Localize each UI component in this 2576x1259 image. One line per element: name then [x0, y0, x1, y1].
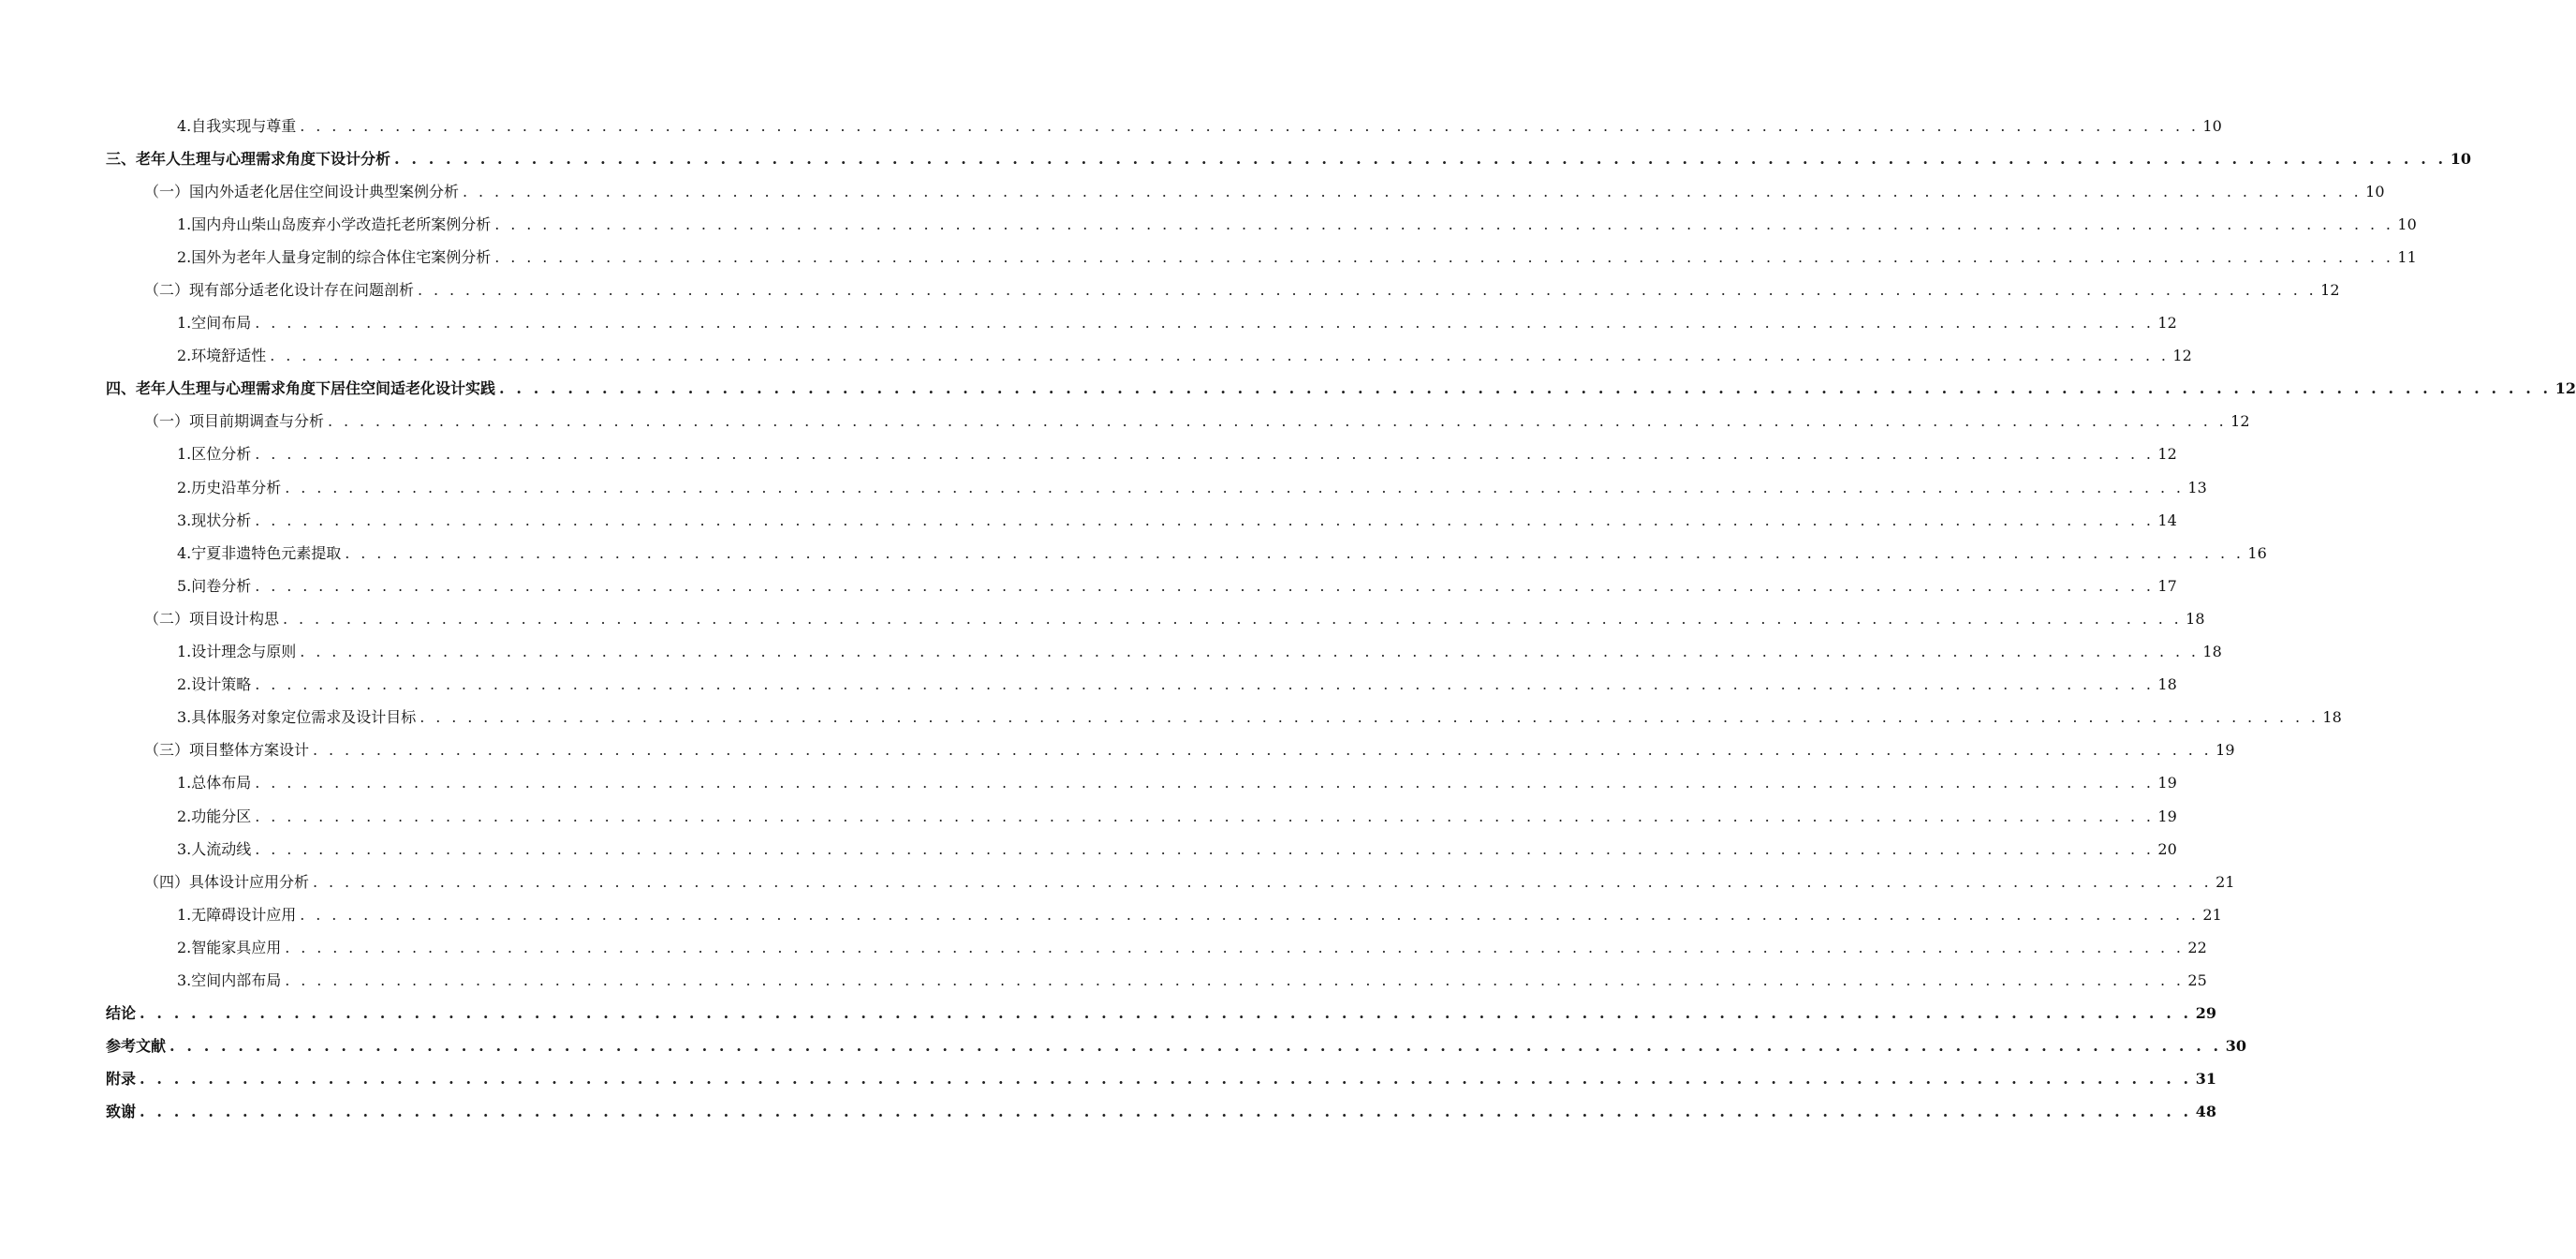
toc-entry[interactable]	[0, 438, 2177, 471]
toc-entry-title: （二）现有部分适老化设计存在问题剖析	[144, 281, 418, 300]
toc-entry[interactable]	[0, 1063, 2216, 1096]
toc-entry-line	[177, 347, 2192, 365]
toc-entry-line	[177, 708, 2342, 727]
toc-entry-line	[177, 445, 2177, 464]
dot-leader: . . . . . . . . . . . . . . . . . . . . . . . . . . . . . . . . . . . . . . . . . . . . . . . . . . . . . . . . . . . . . . . . . . . . . . . . . . . . . . . . . . . . . . . . . . . . . . . . . . . . . . . . . . . . . . . . . . . . . . . .	[255, 839, 2155, 858]
toc-entry-line	[177, 116, 2222, 136]
toc-entry[interactable]	[0, 800, 2177, 833]
toc-entry-page-number: 12	[2157, 314, 2177, 333]
dot-leader: . . . . . . . . . . . . . . . . . . . . . . . . . . . . . . . . . . . . . . . . . . . . . . . . . . . . . . . . . . . . . . . . . . . . . . . . . . . . . . . . . . . . . . . . . . . . . . . . . . . . . . . . . . . . . . . . . . . . . . . .	[255, 511, 2155, 529]
toc-entry-title: 致谢	[106, 1103, 140, 1121]
toc-entry-title: 3.具体服务对象定位需求及设计目标	[177, 708, 420, 727]
toc-entry-title: 5.问卷分析	[177, 577, 255, 596]
toc-entry-title: 四、老年人生理与心理需求角度下居住空间适老化设计实践	[106, 379, 499, 398]
toc-entry-title: 附录	[106, 1070, 140, 1089]
toc-entry-title: （二）项目设计构思	[144, 610, 283, 629]
toc-entry-title: 2.设计策略	[177, 675, 255, 694]
toc-entry-title: 1.设计理念与原则	[177, 643, 300, 661]
toc-entry[interactable]	[0, 504, 2177, 537]
toc-entry[interactable]	[0, 1030, 2246, 1063]
toc-entry-line	[177, 576, 2177, 596]
toc-entry-line	[177, 938, 2207, 957]
toc-entry-page-number: 22	[2187, 938, 2207, 956]
toc-entry[interactable]	[0, 702, 2342, 734]
toc-entry-title: （四）具体设计应用分析	[144, 873, 313, 892]
toc-entry[interactable]	[0, 307, 2177, 340]
toc-entry-title: 结论	[106, 1004, 140, 1023]
toc-entry[interactable]	[0, 833, 2177, 866]
dot-leader: . . . . . . . . . . . . . . . . . . . . . . . . . . . . . . . . . . . . . . . . . . . . . . . . . . . . . . . . . . . . . . . . . . . . . . . . . . . . . . . . . . . . . . . . . . . . . . . . . . . . . . . . . . . . . . . . . . . . . . . .	[313, 741, 2213, 760]
toc-entry-page-number: 18	[2202, 643, 2222, 661]
toc-entry-page-number: 18	[2322, 708, 2342, 727]
toc-entry-title: 2.智能家具应用	[177, 939, 285, 957]
toc-entry[interactable]	[0, 669, 2177, 702]
toc-entry[interactable]	[0, 734, 2235, 767]
dot-leader: . . . . . . . . . . . . . . . . . . . . . . . . . . . . . . . . . . . . . . . . . . . . . . . . . . . . . . . . . . . . . . . . . . . . . . . . . . . . . . . . . . . . . . . . . . . . . . . . . . . . . . . . . . . . . . . . . . . . . . . .	[313, 872, 2213, 891]
toc-entry-line	[144, 412, 2250, 431]
toc-entry-page-number: 31	[2195, 1070, 2216, 1089]
toc-entry[interactable]	[0, 767, 2177, 800]
toc-entry-page-number: 16	[2247, 543, 2267, 562]
dot-leader: . . . . . . . . . . . . . . . . . . . . . . . . . . . . . . . . . . . . . . . . . . . . . . . . . . . . . . . . . . . . . . . . . . . . . . . . . . . . . . . . . . . . . . . . . . . . . . . . . . . . . . . . . . . . . . . . . . . . . . . .	[418, 281, 2318, 300]
dot-leader: . . . . . . . . . . . . . . . . . . . . . . . . . . . . . . . . . . . . . . . . . . . . . . . . . . . . . . . . . . . . . . . . . . . . . . . . . . . . . . . . . . . . . . . . . . . . . . . . . . . . . . . . . . . . . . . . . . . . . . . .	[328, 412, 2228, 431]
toc-entry-line	[144, 872, 2235, 892]
toc-entry-page-number: 21	[2202, 905, 2222, 924]
toc-entry[interactable]	[0, 964, 2207, 997]
toc-entry-line	[177, 215, 2417, 234]
dot-leader: . . . . . . . . . . . . . . . . . . . . . . . . . . . . . . . . . . . . . . . . . . . . . . . . . . . . . . . . . . . . . . . . . . . . . . . . . . . . . . . . . . . . . . . . . . . . . . . . . . . . . . . . . . . . . . . . . . . . . . . .	[300, 116, 2200, 135]
toc-entry-page-number: 29	[2195, 1004, 2216, 1023]
toc-entry-line	[106, 1070, 2216, 1089]
toc-entry-line	[177, 643, 2222, 661]
toc-entry-title: 1.区位分析	[177, 445, 255, 464]
toc-entry-page-number: 25	[2187, 970, 2207, 989]
toc-entry[interactable]	[0, 241, 2417, 274]
toc-entry-line	[177, 511, 2177, 530]
toc-entry-page-number: 19	[2215, 741, 2235, 760]
dot-leader: . . . . . . . . . . . . . . . . . . . . . . . . . . . . . . . . . . . . . . . . . . . . . . . . . . . . . . . . . . . . . . . . . . . . . . . . . . . . . . . . . . . . . . . . . . . . . . . . . . . . . . . . . . . . . . . . . . . . . . . .	[255, 314, 2155, 333]
toc-entry-page-number: 13	[2187, 478, 2207, 496]
toc-entry-title: 1.无障碍设计应用	[177, 906, 300, 925]
toc-entry-page-number: 19	[2157, 774, 2177, 792]
dot-leader: . . . . . . . . . . . . . . . . . . . . . . . . . . . . . . . . . . . . . . . . . . . . . . . . . . . . . . . . . . . . . . . . . . . . . . . . . . . . . . . . . . . . . . . . . . . . . . . . . . . . . . . . . . . . . . . . . . . . . . . .	[285, 970, 2185, 989]
toc-entry-title: 1.空间布局	[177, 314, 255, 333]
toc-entry[interactable]	[0, 208, 2417, 241]
toc-entry[interactable]	[0, 175, 2385, 208]
dot-leader: . . . . . . . . . . . . . . . . . . . . . . . . . . . . . . . . . . . . . . . . . . . . . . . . . . . . . . . . . . . . . . . . . . . . . . . . . . . . . . . . . . . . . . . . . . . . . . . . . . . . . . . . . . . . . . . . . . . . . . . .	[140, 1004, 2192, 1023]
toc-entry[interactable]	[0, 931, 2207, 964]
toc-entry-title: 1.总体布局	[177, 774, 255, 792]
dot-leader: . . . . . . . . . . . . . . . . . . . . . . . . . . . . . . . . . . . . . . . . . . . . . . . . . . . . . . . . . . . . . . . . . . . . . . . . . . . . . . . . . . . . . . . . . . . . . . . . . . . . . . . . . . . . . . . . . . . . . . . .	[285, 478, 2185, 496]
dot-leader: . . . . . . . . . . . . . . . . . . . . . . . . . . . . . . . . . . . . . . . . . . . . . . . . . . . . . . . . . . . . . . . . . . . . . . . . . . . . . . . . . . . . . . . . . . . . . . . . . . . . . . . . . . . . . . . . . . . . . . . .	[255, 675, 2155, 694]
toc-entry-page-number: 10	[2397, 215, 2417, 233]
toc-entry-title: 参考文献	[106, 1037, 169, 1056]
dot-leader: . . . . . . . . . . . . . . . . . . . . . . . . . . . . . . . . . . . . . . . . . . . . . . . . . . . . . . . . . . . . . . . . . . . . . . . . . . . . . . . . . . . . . . . . . . . . . . . . . . . . . . . . . . . . . . . . . . . . . . . .	[345, 543, 2245, 562]
dot-leader: . . . . . . . . . . . . . . . . . . . . . . . . . . . . . . . . . . . . . . . . . . . . . . . . . . . . . . . . . . . . . . . . . . . . . . . . . . . . . . . . . . . . . . . . . . . . . . . . . . . . . . . . . . . . . . . . . . . . . . . .	[300, 905, 2200, 924]
toc-entry[interactable]	[0, 898, 2222, 931]
toc-entry-page-number: 10	[2365, 182, 2385, 200]
toc-entry-page-number: 30	[2225, 1037, 2246, 1056]
toc-entry-line	[177, 807, 2177, 826]
toc-entry-line	[106, 1037, 2246, 1056]
toc-entry-line	[177, 478, 2207, 497]
toc-entry-title: 2.国外为老年人量身定制的综合体住宅案例分析	[177, 248, 494, 267]
toc-entry-page-number: 10	[2202, 116, 2222, 135]
toc-entry[interactable]	[0, 570, 2177, 602]
toc-entry-line	[106, 149, 2471, 169]
toc-entry[interactable]	[0, 274, 2340, 306]
toc-entry[interactable]	[0, 110, 2222, 142]
dot-leader: . . . . . . . . . . . . . . . . . . . . . . . . . . . . . . . . . . . . . . . . . . . . . . . . . . . . . . . . . . . . . . . . . . . . . . . . . . . . . . . . . . . . . . . . . . . . . . . . . . . . . . . . . . . . . . . . . . . . . . . .	[463, 182, 2363, 200]
dot-leader: . . . . . . . . . . . . . . . . . . . . . . . . . . . . . . . . . . . . . . . . . . . . . . . . . . . . . . . . . . . . . . . . . . . . . . . . . . . . . . . . . . . . . . . . . . . . . . . . . . . . . . . . . . . . . . . . . . . . . . . .	[255, 576, 2155, 595]
toc-entry[interactable]	[0, 471, 2207, 504]
toc-entry-line	[144, 609, 2205, 629]
toc-entry-line	[106, 1103, 2216, 1121]
toc-entry[interactable]	[0, 602, 2205, 635]
dot-leader: . . . . . . . . . . . . . . . . . . . . . . . . . . . . . . . . . . . . . . . . . . . . . . . . . . . . . . . . . . . . . . . . . . . . . . . . . . . . . . . . . . . . . . . . . . . . . . . . . . . . . . . . . . . . . . . . . . . . . . . .	[283, 609, 2183, 628]
toc-entry-line	[177, 970, 2207, 990]
toc-entry-page-number: 12	[2230, 412, 2250, 431]
dot-leader: . . . . . . . . . . . . . . . . . . . . . . . . . . . . . . . . . . . . . . . . . . . . . . . . . . . . . . . . . . . . . . . . . . . . . . . . . . . . . . . . . . . . . . . . . . . . . . . . . . . . . . . . . . . . . . . . . . . . . . . .	[140, 1103, 2192, 1121]
dot-leader: . . . . . . . . . . . . . . . . . . . . . . . . . . . . . . . . . . . . . . . . . . . . . . . . . . . . . . . . . . . . . . . . . . . . . . . . . . . . . . . . . . . . . . . . . . . . . . . . . . . . . . . . . . . . . . . . . . . . . . . .	[494, 215, 2394, 233]
dot-leader: . . . . . . . . . . . . . . . . . . . . . . . . . . . . . . . . . . . . . . . . . . . . . . . . . . . . . . . . . . . . . . . . . . . . . . . . . . . . . . . . . . . . . . . . . . . . . . . . . . . . . . . . . . . . . . . . . . . . . . . .	[140, 1070, 2192, 1089]
toc-entry[interactable]	[0, 866, 2235, 898]
toc-entry-title: 3.人流动线	[177, 840, 255, 859]
toc-entry-page-number: 18	[2157, 675, 2177, 694]
toc-entry-page-number: 21	[2215, 872, 2235, 891]
toc-entry[interactable]	[0, 998, 2216, 1030]
toc-entry-page-number: 12	[2157, 445, 2177, 464]
toc-entry-page-number: 19	[2157, 807, 2177, 825]
dot-leader: . . . . . . . . . . . . . . . . . . . . . . . . . . . . . . . . . . . . . . . . . . . . . . . . . . . . . . . . . . . . . . . . . . . . . . . . . . . . . . . . . . . . . . . . . . . . . . . . . . . . . . . . . . . . . . . . . . . . . . . .	[394, 149, 2447, 168]
toc-entry-title: 2.环境舒适性	[177, 347, 270, 365]
toc-entry-line	[106, 379, 2576, 398]
toc-entry-page-number: 48	[2195, 1103, 2216, 1121]
toc-entry-title: 3.现状分析	[177, 511, 255, 530]
toc-entry-line	[144, 182, 2385, 201]
toc-entry-title: 2.功能分区	[177, 807, 255, 826]
toc-entry-page-number: 18	[2186, 609, 2205, 628]
dot-leader: . . . . . . . . . . . . . . . . . . . . . . . . . . . . . . . . . . . . . . . . . . . . . . . . . . . . . . . . . . . . . . . . . . . . . . . . . . . . . . . . . . . . . . . . . . . . . . . . . . . . . . . . . . . . . . . . . . . . . . . .	[255, 807, 2155, 825]
dot-leader: . . . . . . . . . . . . . . . . . . . . . . . . . . . . . . . . . . . . . . . . . . . . . . . . . . . . . . . . . . . . . . . . . . . . . . . . . . . . . . . . . . . . . . . . . . . . . . . . . . . . . . . . . . . . . . . . . . . . . . . .	[255, 774, 2155, 792]
toc-entry-line	[177, 675, 2177, 694]
toc-entry-page-number: 11	[2397, 247, 2417, 266]
toc-entry-title: （一）国内外适老化居住空间设计典型案例分析	[144, 183, 463, 201]
toc-entry[interactable]	[0, 406, 2250, 438]
toc-entry-title: （一）项目前期调查与分析	[144, 412, 328, 431]
toc-entry-page-number: 12	[2320, 281, 2340, 300]
toc-entry-page-number: 10	[2450, 149, 2471, 168]
dot-leader: . . . . . . . . . . . . . . . . . . . . . . . . . . . . . . . . . . . . . . . . . . . . . . . . . . . . . . . . . . . . . . . . . . . . . . . . . . . . . . . . . . . . . . . . . . . . . . . . . . . . . . . . . . . . . . . . . . . . . . . .	[300, 643, 2200, 661]
toc-entry-line	[177, 247, 2417, 267]
table-of-contents	[0, 110, 2576, 1129]
dot-leader: . . . . . . . . . . . . . . . . . . . . . . . . . . . . . . . . . . . . . . . . . . . . . . . . . . . . . . . . . . . . . . . . . . . . . . . . . . . . . . . . . . . . . . . . . . . . . . . . . . . . . . . . . . . . . . . . . . . . . . . .	[169, 1037, 2222, 1056]
dot-leader: . . . . . . . . . . . . . . . . . . . . . . . . . . . . . . . . . . . . . . . . . . . . . . . . . . . . . . . . . . . . . . . . . . . . . . . . . . . . . . . . . . . . . . . . . . . . . . . . . . . . . . . . . . . . . . . . . . . . . . . .	[270, 347, 2170, 365]
toc-entry-line	[106, 1004, 2216, 1023]
toc-entry-title: 3.空间内部布局	[177, 971, 285, 990]
dot-leader: . . . . . . . . . . . . . . . . . . . . . . . . . . . . . . . . . . . . . . . . . . . . . . . . . . . . . . . . . . . . . . . . . . . . . . . . . . . . . . . . . . . . . . . . . . . . . . . . . . . . . . . . . . . . . . . . . . . . . . . .	[285, 938, 2185, 956]
toc-entry-title: 1.国内舟山柴山岛废弃小学改造托老所案例分析	[177, 215, 494, 234]
toc-entry-line	[177, 905, 2222, 925]
toc-entry[interactable]	[0, 636, 2222, 669]
toc-entry-line	[177, 839, 2177, 859]
toc-entry-page-number: 17	[2157, 576, 2177, 595]
toc-entry-line	[177, 543, 2267, 563]
toc-entry-page-number: 12	[2554, 379, 2576, 398]
toc-entry-line	[144, 281, 2340, 300]
toc-entry-page-number: 14	[2157, 511, 2177, 529]
toc-entry[interactable]	[0, 340, 2192, 373]
toc-entry[interactable]	[0, 142, 2471, 175]
dot-leader: . . . . . . . . . . . . . . . . . . . . . . . . . . . . . . . . . . . . . . . . . . . . . . . . . . . . . . . . . . . . . . . . . . . . . . . . . . . . . . . . . . . . . . . . . . . . . . . . . . . . . . . . . . . . . . . . . . . . . . . .	[494, 247, 2394, 266]
dot-leader: . . . . . . . . . . . . . . . . . . . . . . . . . . . . . . . . . . . . . . . . . . . . . . . . . . . . . . . . . . . . . . . . . . . . . . . . . . . . . . . . . . . . . . . . . . . . . . . . . . . . . . . . . . . . . . . . . . . . . . . .	[420, 708, 2319, 727]
toc-entry-line	[177, 774, 2177, 792]
toc-entry[interactable]	[0, 537, 2267, 570]
toc-entry-title: 4.宁夏非遗特色元素提取	[177, 544, 345, 563]
toc-entry-title: 4.自我实现与尊重	[177, 117, 300, 136]
toc-entry-page-number: 20	[2157, 839, 2177, 858]
toc-entry-title: 三、老年人生理与心理需求角度下设计分析	[106, 150, 394, 169]
toc-entry[interactable]	[0, 373, 2576, 406]
dot-leader: . . . . . . . . . . . . . . . . . . . . . . . . . . . . . . . . . . . . . . . . . . . . . . . . . . . . . . . . . . . . . . . . . . . . . . . . . . . . . . . . . . . . . . . . . . . . . . . . . . . . . . . . . . . . . . . . . . . . . . . .	[255, 445, 2155, 464]
toc-entry-line	[144, 741, 2235, 760]
toc-entry-title: 2.历史沿革分析	[177, 479, 285, 497]
toc-entry-line	[177, 314, 2177, 333]
dot-leader: . . . . . . . . . . . . . . . . . . . . . . . . . . . . . . . . . . . . . . . . . . . . . . . . . . . . . . . . . . . . . . . . . . . . . . . . . . . . . . . . . . . . . . . . . . . . . . . . . . . . . . . . . . . . . . . . . . . . . . . .	[499, 379, 2552, 398]
toc-entry[interactable]	[0, 1096, 2216, 1129]
toc-entry-page-number: 12	[2172, 347, 2192, 365]
toc-entry-title: （三）项目整体方案设计	[144, 741, 313, 760]
